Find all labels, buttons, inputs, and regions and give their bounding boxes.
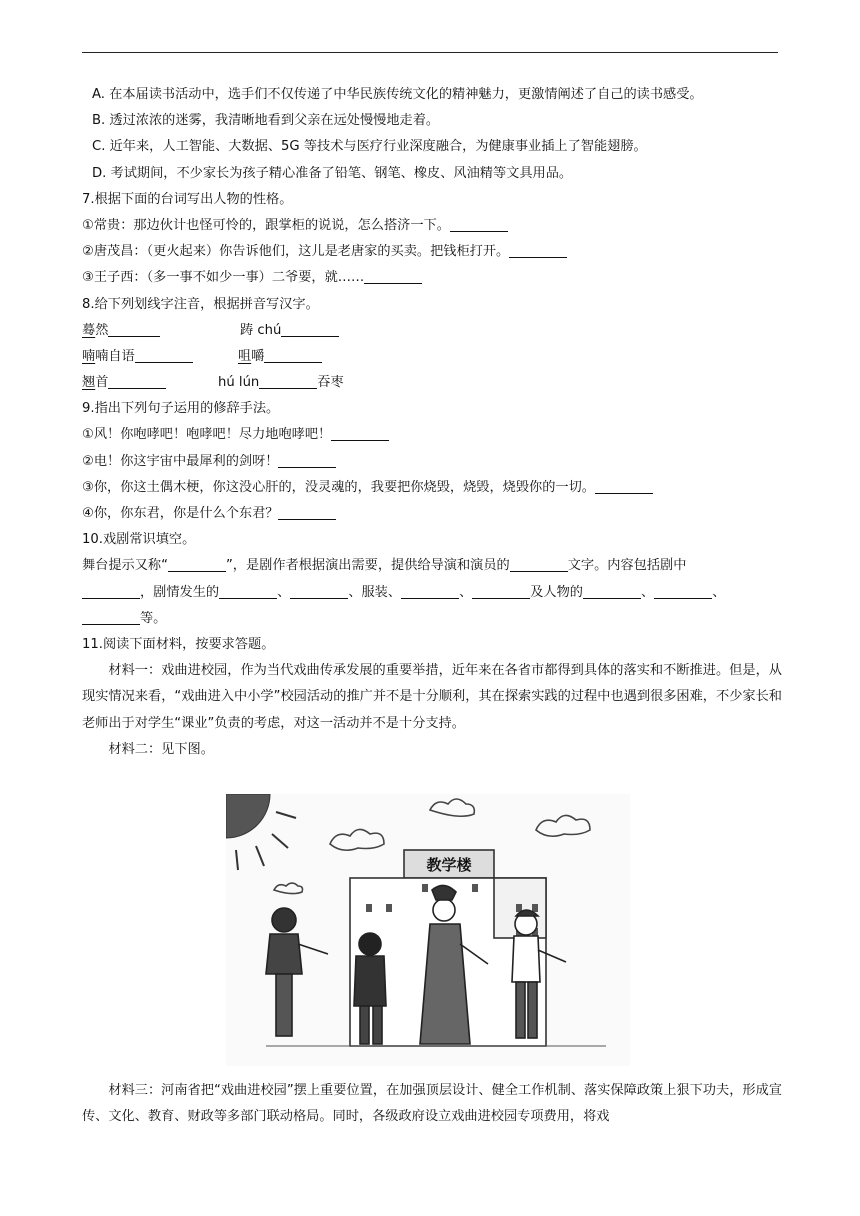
answer-blank[interactable]	[168, 555, 226, 572]
q8-row-1: 蓦然 踌 chú	[82, 318, 782, 344]
cartoon-image	[226, 794, 630, 1066]
q10-line-2: ，剧情发生的 、 、服装、 、 及人物的 、 、	[82, 580, 782, 606]
q6-option-d: D. 考试期间，不少家长为孩子精心准备了铅笔、钢笔、橡皮、风油精等文具用品。	[92, 165, 573, 181]
answer-blank[interactable]	[583, 582, 641, 599]
answer-blank[interactable]	[290, 582, 348, 599]
q8-row-3: 翘首 hú lún 吞枣	[82, 370, 782, 396]
answer-blank[interactable]	[364, 267, 422, 284]
q11-material-3-block	[82, 1078, 782, 1130]
answer-blank[interactable]	[472, 582, 530, 599]
answer-blank[interactable]	[654, 582, 712, 599]
answer-blank[interactable]	[278, 451, 336, 468]
q6-option-b: B. 透过浓浓的迷雾，我清晰地看到父亲在远处慢慢地走着。	[92, 113, 440, 129]
answer-blank[interactable]	[450, 215, 508, 232]
answer-blank[interactable]	[82, 608, 140, 625]
answer-blank[interactable]	[82, 582, 140, 599]
q10-line-1: 舞台提示又称“ ”，是剧作者根据演出需要，提供给导演和演员的 文字。内容包括剧中	[82, 553, 782, 579]
answer-blank[interactable]	[509, 241, 567, 258]
q11-material-1: 材料一：戏曲进校园，作为当代戏曲传承发展的重要举措，近年来在各省市都得到具体的落实和不断推进。但是，从现实情况来看，“戏曲进入中小学”校园活动的推广并不是十分顺利，其在探索实践的过程中也遇到很多困难，不少家长和老师出于对学生“课业”负责的考虑，对这一活动并不是十分支持。	[82, 663, 782, 731]
q9-item-2: ②电！你这宇宙中最犀利的剑呀！	[82, 449, 782, 475]
q8-title: 8.给下列划线字注音，根据拼音写汉字。	[82, 296, 319, 312]
q9-item-3: ③你，你这土偶木梗，你这没心肝的，没灵魂的，我要把你烧毁，烧毁，烧毁你的一切。	[82, 475, 782, 501]
q11-material-2: 材料二：见下图。	[108, 741, 214, 757]
answer-blank[interactable]	[259, 372, 317, 389]
q11-material-3: 材料三：河南省把“戏曲进校园”摆上重要位置，在加强顶层设计、健全工作机制、落实保障政策上狠下功夫，形成宣传、文化、教育、财政等多部门联动格局。同时，各级政府设立戏曲进校园专项费用，将戏	[82, 1083, 782, 1125]
q9-item-1: ①风！你咆哮吧！咆哮吧！尽力地咆哮吧！	[82, 422, 782, 448]
building-sign: 教学楼	[426, 856, 472, 874]
q7-title: 7.根据下面的台词写出人物的性格。	[82, 191, 293, 207]
q9-title: 9.指出下列句子运用的修辞手法。	[82, 401, 280, 417]
answer-blank[interactable]	[108, 320, 160, 337]
q8-row-2: 喃喃自语 咀嚼	[82, 344, 782, 370]
q9-item-4: ④你，你东君，你是什么个东君？	[82, 501, 782, 527]
q7-item-1: ①常贵：那边伙计也怪可怜的，跟掌柜的说说，怎么搭济一下。	[82, 213, 782, 239]
q11-title: 11.阅读下面材料，按要求答题。	[82, 636, 275, 652]
answer-blank[interactable]	[135, 346, 193, 363]
answer-blank[interactable]	[264, 346, 322, 363]
answer-blank[interactable]	[281, 320, 339, 337]
q7-item-3: ③王子西：（多一事不如少一事）二爷要，就……	[82, 265, 782, 291]
answer-blank[interactable]	[331, 424, 389, 441]
answer-blank[interactable]	[510, 555, 568, 572]
page-content	[82, 82, 782, 763]
answer-blank[interactable]	[219, 582, 277, 599]
q10-line-3: 等。	[82, 606, 782, 632]
answer-blank[interactable]	[595, 477, 653, 494]
header-rule	[82, 52, 778, 53]
q6-option-a: A. 在本届读书活动中，选手们不仅传递了中华民族传统文化的精神魅力，更激情阐述了自己的读书感受。	[92, 87, 703, 102]
q10-title: 10.戏剧常识填空。	[82, 532, 196, 548]
answer-blank[interactable]	[401, 582, 459, 599]
q6-option-c: C. 近年来，人工智能、大数据、5G 等技术与医疗行业深度融合，为健康事业插上了智能翅膀。	[92, 139, 647, 155]
cartoon-illustration	[226, 794, 630, 1066]
answer-blank[interactable]	[108, 372, 166, 389]
answer-blank[interactable]	[278, 503, 336, 520]
q7-item-2: ②唐茂昌：（更火起来）你告诉他们，这儿是老唐家的买卖。把钱柜打开。	[82, 239, 782, 265]
